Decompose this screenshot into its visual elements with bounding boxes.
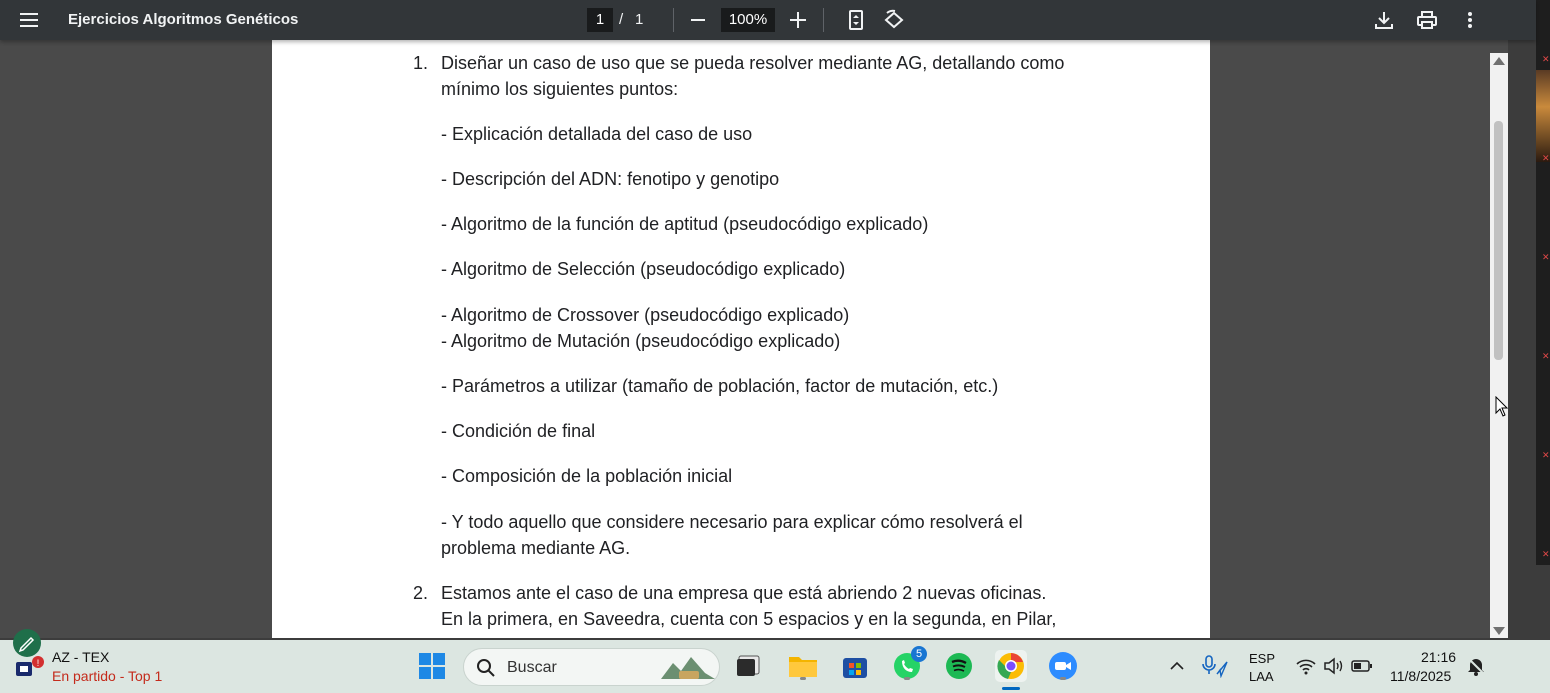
text-line: - Parámetros a utilizar (tamaño de población, factor de mutación, etc.) xyxy=(441,376,999,396)
pdf-page xyxy=(272,40,1210,638)
download-button[interactable] xyxy=(1368,4,1400,36)
text-line: - Condición de final xyxy=(441,421,596,441)
windows-logo-icon xyxy=(418,652,446,680)
muted-mic-icon: ✕ xyxy=(1542,549,1550,559)
task-view-button[interactable] xyxy=(732,650,764,682)
text-line: mínimo los siguientes puntos: xyxy=(441,79,679,99)
text-line: Diseñar un caso de uso que se pueda resolver mediante AG, detallando como xyxy=(441,53,1065,73)
text-line: - Algoritmo de la función de aptitud (pseudocódigo explicado) xyxy=(441,214,929,234)
zoom-button[interactable] xyxy=(1047,650,1079,682)
download-icon xyxy=(1374,10,1394,30)
team-logo-icon xyxy=(14,656,46,678)
mic-location-tray[interactable] xyxy=(1198,650,1230,682)
store-button[interactable] xyxy=(839,650,871,682)
page-separator: / xyxy=(619,11,624,28)
toolbar-divider xyxy=(823,8,824,32)
minus-icon xyxy=(690,12,706,28)
rotate-button[interactable] xyxy=(878,4,910,36)
spotify-button[interactable] xyxy=(943,650,975,682)
running-indicator xyxy=(1060,677,1066,680)
edit-pencil-icon xyxy=(12,628,42,658)
chrome-icon xyxy=(997,652,1025,680)
muted-mic-icon: ✕ xyxy=(1542,54,1550,64)
menu-button[interactable] xyxy=(14,4,46,36)
more-options-button[interactable] xyxy=(1454,4,1486,36)
video-thumbnail xyxy=(1536,70,1550,162)
scrollbar-thumb[interactable] xyxy=(1494,121,1503,360)
total-pages: 1 xyxy=(635,11,644,28)
text-line: problema mediante AG. xyxy=(441,538,631,558)
document-title: Ejercicios Algoritmos Genéticos xyxy=(68,11,299,28)
current-page-input[interactable]: 1 xyxy=(587,8,613,32)
muted-mic-icon: ✕ xyxy=(1542,153,1550,163)
whatsapp-button[interactable] xyxy=(891,650,923,682)
widget-title: AZ - TEX xyxy=(52,649,110,665)
text-line: - Explicación detallada del caso de uso xyxy=(441,124,753,144)
muted-mic-icon: ✕ xyxy=(1542,252,1550,262)
scroll-up-arrow[interactable] xyxy=(1493,57,1505,65)
search-highlight-illustration xyxy=(659,653,717,683)
fit-page-button[interactable] xyxy=(840,4,872,36)
battery-icon xyxy=(1351,659,1373,673)
print-button[interactable] xyxy=(1411,4,1443,36)
muted-mic-icon: ✕ xyxy=(1542,351,1550,361)
mouse-pointer-icon xyxy=(1495,396,1509,418)
running-indicator xyxy=(904,677,910,680)
clock-time[interactable]: 21:16 xyxy=(1421,649,1457,665)
text-line: - Algoritmo de Crossover (pseudocódigo explicado) xyxy=(441,305,850,325)
task-view-icon xyxy=(735,654,761,678)
search-icon xyxy=(476,658,496,678)
text-line: - Y todo aquello que considere necesario para explicar cómo resolverá el xyxy=(441,512,1023,532)
hamburger-icon xyxy=(20,13,40,27)
network-volume-battery-tray[interactable] xyxy=(1293,650,1375,682)
show-hidden-icons-button[interactable] xyxy=(1161,650,1193,682)
folder-icon xyxy=(788,653,818,679)
list-number: 2. xyxy=(413,583,429,603)
zoom-level-input[interactable]: 100% xyxy=(721,8,775,32)
more-vert-icon xyxy=(1468,12,1472,28)
text-line: - Composición de la población inicial xyxy=(441,466,733,486)
clock-date[interactable]: 11/8/2025 xyxy=(1390,668,1452,684)
widget-subtitle: En partido - Top 1 xyxy=(52,668,163,684)
windows-taskbar xyxy=(0,640,1550,693)
file-explorer-button[interactable] xyxy=(787,650,819,682)
volume-icon xyxy=(1323,657,1345,675)
keyboard-layout[interactable]: LAA xyxy=(1249,669,1274,684)
rotate-icon xyxy=(883,9,905,31)
notifications-button[interactable] xyxy=(1460,650,1492,682)
pdf-toolbar xyxy=(0,0,1536,40)
svg-text:!: ! xyxy=(36,658,40,668)
text-line: - Algoritmo de Selección (pseudocódigo explicado) xyxy=(441,259,846,279)
scroll-down-arrow[interactable] xyxy=(1493,627,1505,635)
zoom-out-button[interactable] xyxy=(682,4,714,36)
plus-icon xyxy=(789,11,807,29)
text-line: Estamos ante el caso de una empresa que está abriendo 2 nuevas oficinas. xyxy=(441,583,1047,603)
wifi-icon xyxy=(1295,657,1317,675)
text-line: - Descripción del ADN: fenotipo y genotipo xyxy=(441,169,780,189)
running-indicator xyxy=(800,677,806,680)
zoom-in-button[interactable] xyxy=(782,4,814,36)
taskbar-search[interactable] xyxy=(463,648,720,686)
pdf-viewer[interactable] xyxy=(0,40,1508,638)
text-line: - Algoritmo de Mutación (pseudocódigo explicado) xyxy=(441,331,841,351)
printer-icon xyxy=(1417,10,1437,30)
microphone-icon xyxy=(1199,654,1229,678)
start-button[interactable] xyxy=(416,650,448,682)
sports-widget[interactable] xyxy=(0,640,180,693)
spotify-icon xyxy=(945,652,973,680)
active-indicator xyxy=(1002,687,1020,690)
notification-badge: 5 xyxy=(911,646,927,662)
chrome-button[interactable] xyxy=(995,650,1027,682)
notification-bell-icon xyxy=(1465,655,1487,677)
fit-to-page-icon xyxy=(848,10,864,30)
microsoft-store-icon xyxy=(841,652,869,680)
chevron-up-icon xyxy=(1170,661,1184,671)
toolbar-divider xyxy=(673,8,674,32)
muted-mic-icon: ✕ xyxy=(1542,450,1550,460)
search-placeholder: Buscar xyxy=(507,659,557,676)
list-number: 1. xyxy=(413,53,429,73)
text-line: En la primera, en Saveedra, cuenta con 5 espacios y en la segunda, en Pilar, xyxy=(441,609,1057,629)
input-language[interactable]: ESP xyxy=(1249,651,1276,666)
